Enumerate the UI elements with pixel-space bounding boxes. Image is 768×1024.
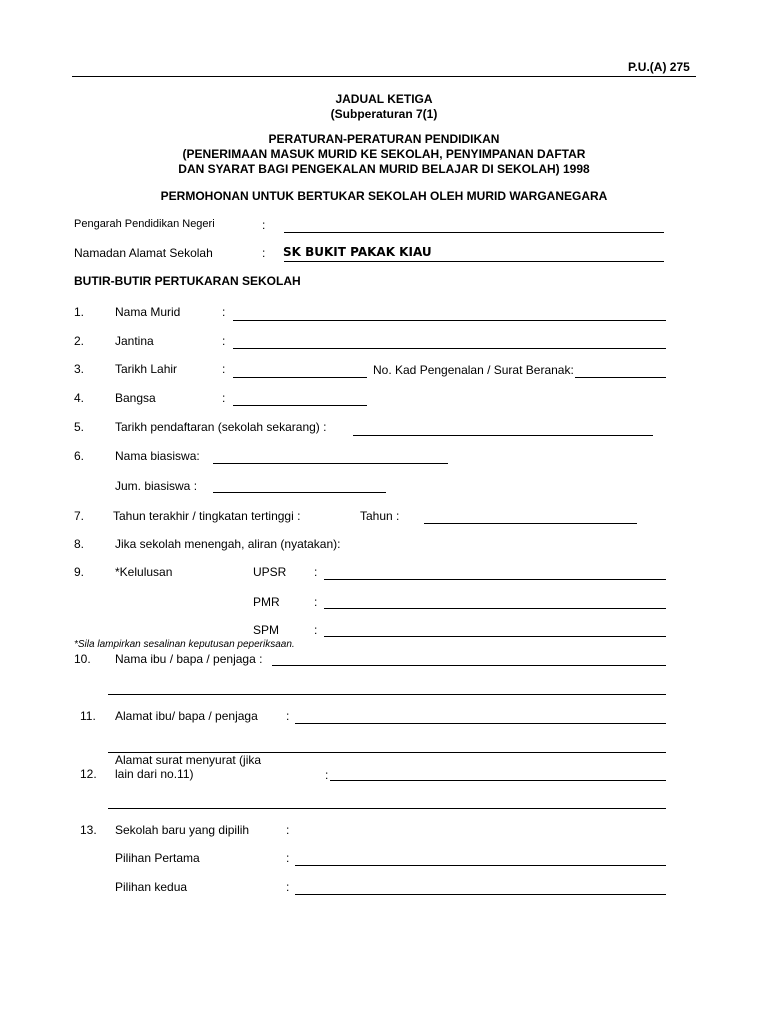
item-1-number: 1. bbox=[74, 305, 85, 319]
director-colon: : bbox=[262, 218, 266, 232]
colon: : bbox=[222, 391, 226, 405]
school-label: Namadan Alamat Sekolah bbox=[74, 246, 213, 260]
upsr-field[interactable] bbox=[324, 579, 666, 580]
school-field[interactable] bbox=[284, 261, 664, 262]
ic-label: No. Kad Pengenalan / Surat Beranak: bbox=[373, 363, 574, 377]
first-choice-label: Pilihan Pertama bbox=[115, 851, 200, 865]
student-name-label: Nama Murid bbox=[115, 305, 181, 319]
director-label: Pengarah Pendidikan Negeri bbox=[74, 218, 215, 230]
mailing-address-label-1: Alamat surat menyurat (jika bbox=[115, 753, 262, 767]
first-choice-field[interactable] bbox=[295, 865, 666, 866]
colon: : bbox=[314, 565, 318, 579]
mailing-address-field-2[interactable] bbox=[108, 808, 666, 809]
second-choice-label: Pilihan kedua bbox=[115, 880, 188, 894]
page-reference: P.U.(A) 275 bbox=[628, 60, 690, 74]
second-choice-field[interactable] bbox=[295, 894, 666, 895]
year-field[interactable] bbox=[424, 523, 637, 524]
birth-date-label: Tarikh Lahir bbox=[115, 362, 178, 376]
item-7-number: 7. bbox=[74, 509, 85, 523]
scholarship-name-label: Nama biasiswa: bbox=[115, 449, 200, 463]
colon: : bbox=[314, 623, 318, 637]
mailing-address-field[interactable] bbox=[330, 780, 666, 781]
ic-field[interactable] bbox=[575, 377, 666, 378]
item-2-number: 2. bbox=[74, 334, 85, 348]
schedule-title: JADUAL KETIGA bbox=[335, 92, 433, 106]
attachment-note: *Sila lampirkan sesalinan keputusan peperiksaan. bbox=[74, 639, 295, 650]
colon: : bbox=[314, 595, 318, 609]
item-9-number: 9. bbox=[74, 565, 85, 579]
school-value: SK BUKIT PAKAK KIAU bbox=[283, 245, 432, 259]
scholarship-amount-field[interactable] bbox=[213, 492, 386, 493]
year-label: Tahun : bbox=[360, 509, 400, 523]
scholarship-amount-label: Jum. biasiswa : bbox=[115, 479, 198, 493]
school-colon: : bbox=[262, 246, 266, 260]
race-field[interactable] bbox=[233, 405, 367, 406]
colon: : bbox=[286, 823, 290, 837]
parent-name-field[interactable] bbox=[272, 665, 666, 666]
item-4-number: 4. bbox=[74, 391, 85, 405]
item-10-number: 10. bbox=[74, 652, 91, 666]
registration-date-label: Tarikh pendaftaran (sekolah sekarang) : bbox=[115, 420, 327, 434]
scholarship-name-field[interactable] bbox=[213, 463, 448, 464]
last-year-label: Tahun terakhir / tingkatan tertinggi : bbox=[113, 509, 301, 523]
race-label: Bangsa bbox=[115, 391, 156, 405]
colon: : bbox=[222, 362, 226, 376]
spm-label: SPM bbox=[253, 623, 280, 637]
student-name-field[interactable] bbox=[233, 320, 666, 321]
parent-name-field-2[interactable] bbox=[108, 694, 666, 695]
stream-label: Jika sekolah menengah, aliran (nyatakan): bbox=[115, 537, 341, 551]
pmr-field[interactable] bbox=[324, 608, 666, 609]
regulation-title-3: DAN SYARAT BAGI PENGEKALAN MURID BELAJAR DI SEKOLAH) 1998 bbox=[178, 162, 590, 176]
header-rule bbox=[72, 76, 696, 77]
gender-field[interactable] bbox=[233, 348, 666, 349]
item-5-number: 5. bbox=[74, 420, 85, 434]
item-12-number: 12. bbox=[80, 767, 97, 781]
item-11-number: 11. bbox=[80, 709, 96, 723]
item-6-number: 6. bbox=[74, 449, 85, 463]
qualification-label: *Kelulusan bbox=[115, 565, 173, 579]
upsr-label: UPSR bbox=[253, 565, 287, 579]
form-title: PERMOHONAN UNTUK BERTUKAR SEKOLAH OLEH MURID WARGANEGARA bbox=[160, 189, 608, 203]
parent-address-label: Alamat ibu/ bapa / penjaga bbox=[115, 709, 258, 723]
pmr-label: PMR bbox=[253, 595, 280, 609]
director-field[interactable] bbox=[284, 232, 664, 233]
colon: : bbox=[222, 334, 226, 348]
colon: : bbox=[325, 768, 329, 782]
colon: : bbox=[286, 880, 290, 894]
parent-address-field[interactable] bbox=[295, 723, 666, 724]
schedule-subtitle: (Subperaturan 7(1) bbox=[330, 107, 438, 121]
new-school-label: Sekolah baru yang dipilih bbox=[115, 823, 250, 837]
item-3-number: 3. bbox=[74, 362, 85, 376]
colon: : bbox=[286, 709, 290, 723]
section-heading: BUTIR-BUTIR PERTUKARAN SEKOLAH bbox=[74, 274, 301, 288]
spm-field[interactable] bbox=[324, 636, 666, 637]
colon: : bbox=[222, 305, 226, 319]
gender-label: Jantina bbox=[115, 334, 154, 348]
item-8-number: 8. bbox=[74, 537, 85, 551]
item-13-number: 13. bbox=[80, 823, 97, 837]
parent-name-label: Nama ibu / bapa / penjaga : bbox=[115, 652, 263, 666]
regulation-title-1: PERATURAN-PERATURAN PENDIDIKAN bbox=[268, 132, 500, 146]
colon: : bbox=[286, 851, 290, 865]
regulation-title-2: (PENERIMAAN MASUK MURID KE SEKOLAH, PENYIMPANAN DAFTAR bbox=[182, 147, 586, 161]
registration-date-field[interactable] bbox=[353, 435, 653, 436]
birth-date-field[interactable] bbox=[233, 377, 367, 378]
mailing-address-label-2: lain dari no.11) bbox=[115, 767, 194, 781]
